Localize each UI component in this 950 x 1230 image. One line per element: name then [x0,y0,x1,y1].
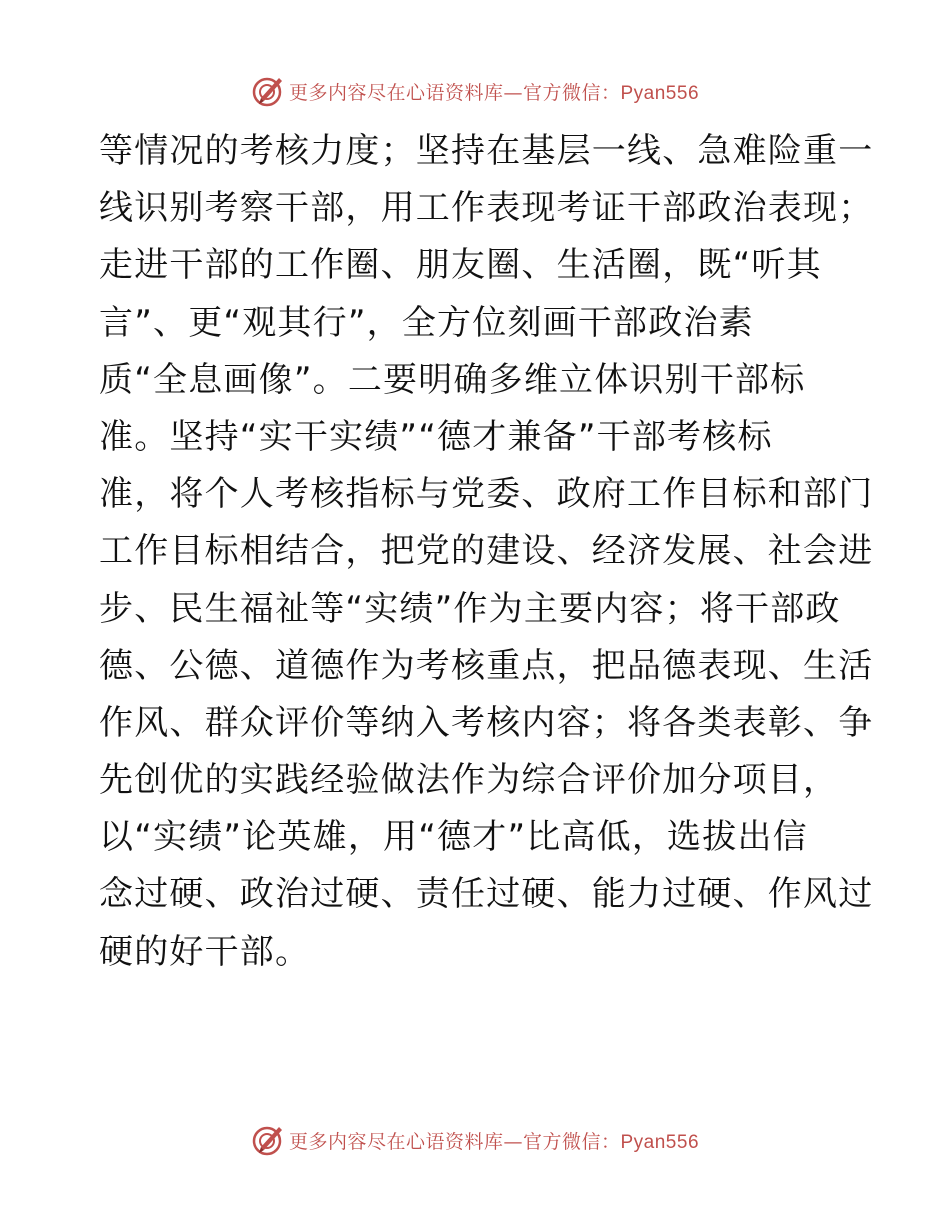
header-banner-separator: — [503,81,523,104]
body-line: 言”、更“观其行”，全方位刻画干部政治素 [99,302,754,343]
body-line: 线识别考察干部，用工作表现考证干部政治表现； [99,188,874,229]
body-line: 准，将个人考核指标与党委、政府工作目标和部门 [99,474,874,515]
body-line: 走进干部的工作圈、朋友圈、生活圈，既“听其 [99,245,822,286]
footer-wechat-id: Pyan556 [620,1131,700,1153]
body-line: 德、公德、道德作为考核重点，把品德表现、生活 [99,645,874,686]
body-line: 质“全息画像”。二要明确多维立体识别干部标 [99,359,806,400]
body-line: 念过硬、政治过硬、责任过硬、能力过硬、作风过 [99,874,874,915]
body-line: 先创优的实践经验做法作为综合评价加分项目， [99,760,839,801]
red-feather-pen-logo-icon [251,1123,285,1157]
header-banner-slogan: 更多内容尽在心语资料库 [288,81,504,104]
body-line: 等情况的考核力度；坚持在基层一线、急难险重一 [99,131,874,171]
header-wechat-id: Pyan556 [620,82,700,104]
footer-banner-slogan: 更多内容尽在心语资料库 [288,1130,504,1153]
footer-banner-text [289,1127,699,1154]
footer-wechat-label: 官方微信： [522,1130,621,1153]
header-wechat-label: 官方微信： [522,81,621,104]
header-banner [0,71,950,111]
red-feather-pen-logo-icon [251,74,285,108]
body-line: 作风、群众评价等纳入考核内容；将各类表彰、争 [99,702,874,743]
header-banner-text [289,78,699,105]
body-line: 准。坚持“实干实绩”“德才兼备”干部考核标 [99,416,773,457]
footer-banner-separator: — [503,1130,523,1153]
body-line: 以“实绩”论英雄，用“德才”比高低，选拔出信 [99,817,808,858]
footer-banner [0,1120,950,1160]
body-line: 步、民生福祉等“实绩”作为主要内容；将干部政 [99,588,841,629]
body-line: 硬的好干部。 [99,931,311,972]
body-line: 工作目标相结合，把党的建设、经济发展、社会进 [99,531,874,572]
document-body [99,123,874,981]
